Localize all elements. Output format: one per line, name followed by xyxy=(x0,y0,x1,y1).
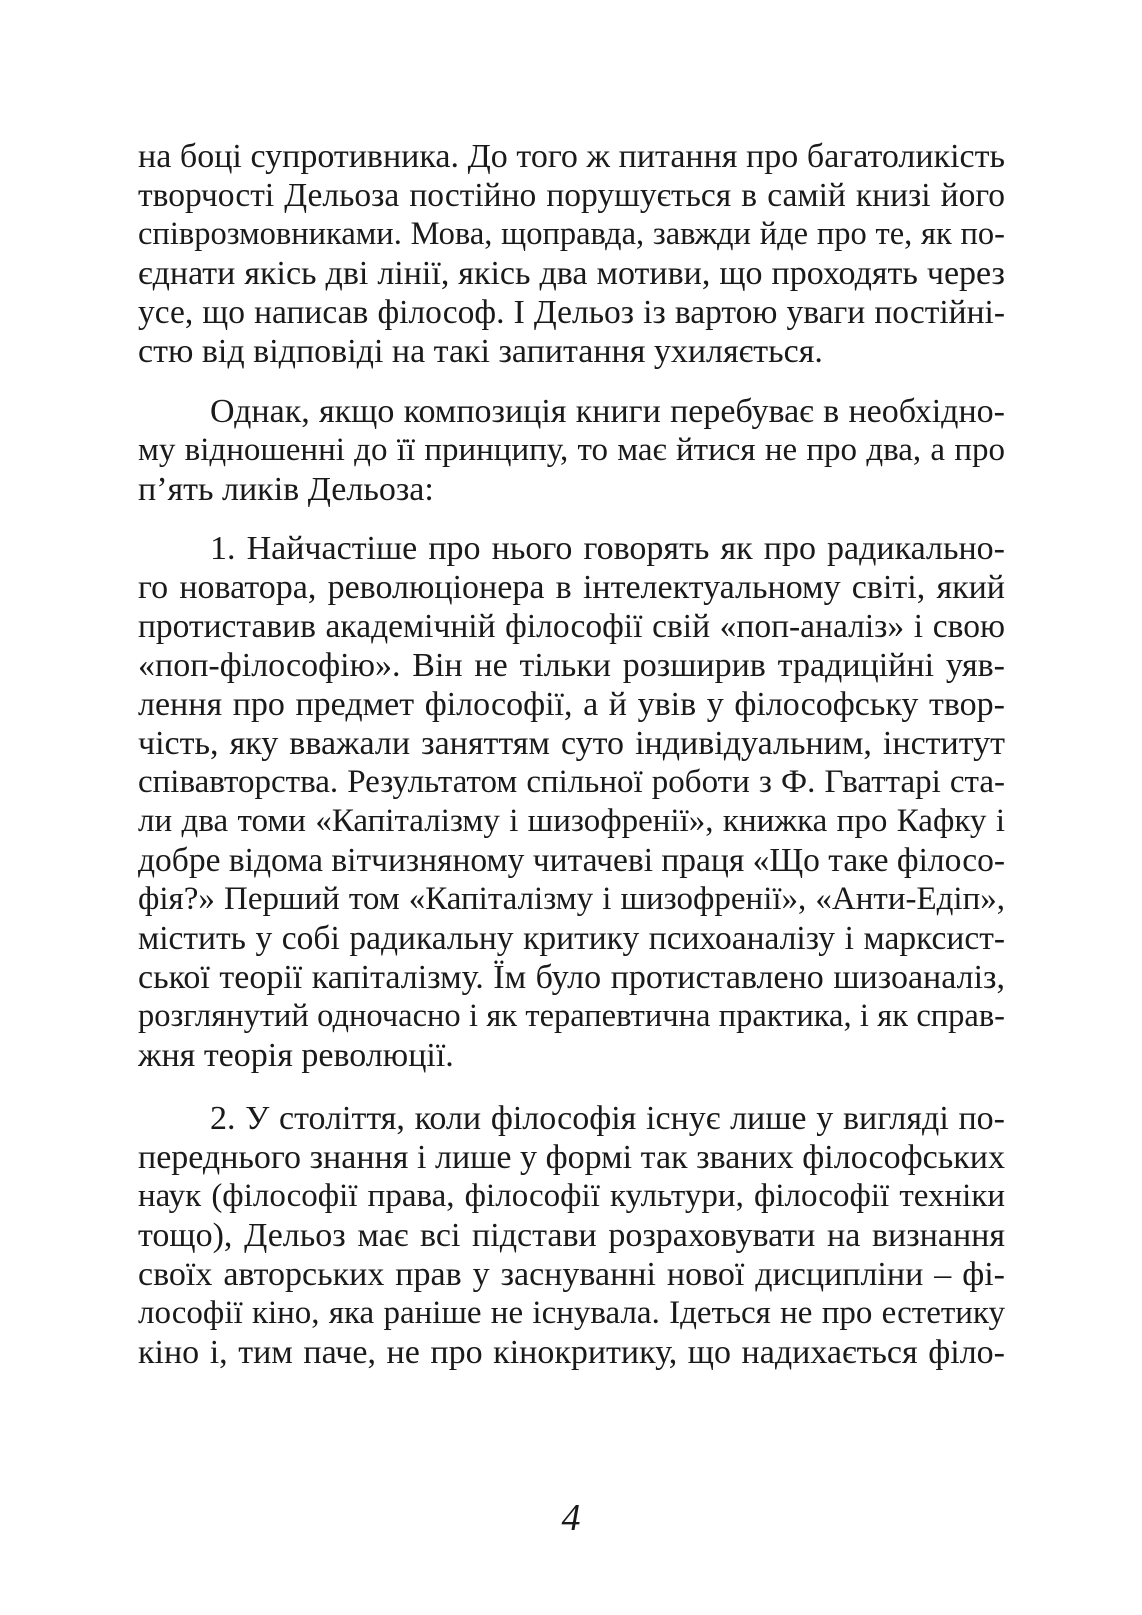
text-line: ської теорії капіталізму. Їм було протиставлено шизоаналіз, xyxy=(138,959,1005,996)
text-line: добре відома вітчизняному читачеві праця «Що таке філосо- xyxy=(138,842,1005,879)
text-line: переднього знання і лише у формі так званих філософських xyxy=(138,1139,1005,1176)
text-line: Однак, якщо композиція книги перебуває в необхідно- xyxy=(210,393,1005,430)
text-line: кіно і, тим паче, не про кінокритику, що надихається філо- xyxy=(138,1334,1005,1371)
text-line: лософії кіно, яка раніше не існувала. Ідеться не про естетику xyxy=(138,1295,1005,1331)
text-line: жня теорія революції. xyxy=(138,1037,454,1074)
text-line: фія?» Перший том «Капіталізму і шизофренії», «Анти-Едіп», xyxy=(138,881,1005,917)
text-line: ли два томи «Капіталізму і шизофренії», книжка про Кафку і xyxy=(138,803,1005,839)
text-line: чість, яку вважали заняттям суто індивідуальним, інститут xyxy=(138,725,1005,762)
text-line: співавторства. Результатом спільної роботи з Ф. Гваттарі ста- xyxy=(138,764,1005,800)
text-line: усе, що написав філософ. І Дельоз із вартою уваги постійні- xyxy=(138,294,1005,331)
text-line: стю від відповіді на такі запитання ухиляється. xyxy=(138,333,823,370)
text-line: містить у собі радикальну критику психоаналізу і марксист- xyxy=(138,920,1005,957)
text-line: протиставив академічній філософії свій «поп-аналіз» і свою xyxy=(138,608,1005,645)
text-line: на боці супротивника. До того ж питання про багатоликість xyxy=(138,138,1005,175)
text-line: 2. У століття, коли філософія існує лише у вигляді по- xyxy=(210,1100,1005,1137)
text-line: розглянутий одночасно і як терапевтична практика, і як справ- xyxy=(138,998,1005,1034)
text-line: лення про предмет філософії, а й увів у філософську твор- xyxy=(138,686,1005,723)
text-line: наук (філософії права, філософії культури, філософії техніки xyxy=(138,1178,1005,1214)
text-line: творчості Дельоза постійно порушується в самій книзі його xyxy=(138,177,1005,214)
text-line: єднати якісь дві лінії, якісь два мотиви, що проходять через xyxy=(138,255,1005,292)
text-line: тощо), Дельоз має всі підстави розраховувати на визнання xyxy=(138,1217,1005,1254)
text-line: своїх авторських прав у заснуванні нової дисципліни – фі- xyxy=(138,1256,1005,1293)
text-line: «поп-філософію». Він не тільки розширив традиційні уяв- xyxy=(138,647,1005,684)
page-number: 4 xyxy=(561,1497,581,1539)
text-line: 1. Найчастіше про нього говорять як про радикально- xyxy=(210,530,1005,567)
text-line: співрозмовниками. Мова, щоправда, завжди йде про те, як по- xyxy=(138,216,1005,252)
text-line: п’ять ликів Дельоза: xyxy=(138,471,434,508)
text-line: го новатора, революціонера в інтелектуальному світі, який xyxy=(138,569,1005,606)
text-line: му відношенні до її принципу, то має йтися не про два, а про xyxy=(138,432,1005,468)
